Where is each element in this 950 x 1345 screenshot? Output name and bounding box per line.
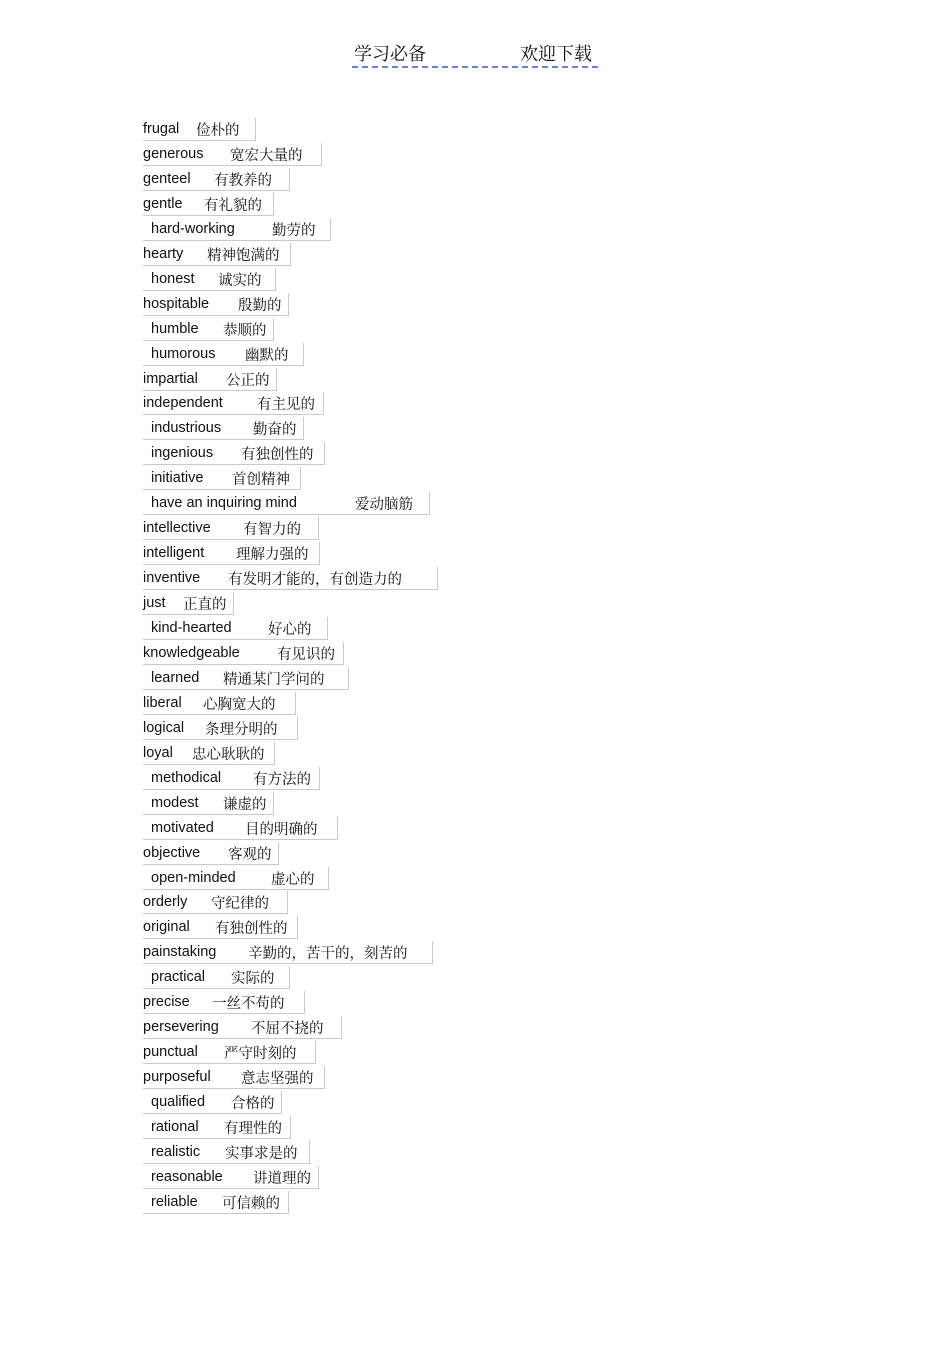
vocab-row: [143, 467, 301, 490]
english-word: humble: [151, 321, 199, 337]
english-word: hospitable: [143, 296, 210, 312]
vocab-row: [143, 243, 291, 266]
chinese-meaning: 讲道理的: [253, 1171, 311, 1187]
chinese-meaning: 可信赖的: [222, 1196, 280, 1212]
english-word: honest: [151, 271, 195, 287]
vocab-row: [143, 218, 331, 241]
english-word: just: [143, 595, 166, 611]
chinese-meaning: 正直的: [183, 597, 227, 613]
chinese-meaning: 勤劳的: [272, 223, 316, 239]
english-word: precise: [143, 994, 190, 1010]
english-word: logical: [143, 720, 185, 736]
vocab-row: [143, 567, 438, 590]
vocab-row: [143, 717, 298, 740]
vocab-row: [143, 268, 276, 291]
header-right-text: 欢迎下载: [520, 44, 592, 65]
english-word: industrious: [151, 420, 222, 436]
english-word: loyal: [143, 745, 173, 761]
chinese-meaning: 谦虚的: [223, 797, 267, 813]
english-word: original: [143, 919, 190, 935]
chinese-meaning: 公正的: [226, 373, 270, 389]
vocab-row: [143, 1041, 316, 1064]
english-word: purposeful: [143, 1069, 211, 1085]
english-word: learned: [151, 670, 200, 686]
vocab-row: [143, 542, 320, 565]
english-word: realistic: [151, 1144, 201, 1160]
chinese-meaning: 有发明才能的，有创造力的: [228, 572, 402, 588]
chinese-meaning: 殷勤的: [238, 298, 282, 314]
english-word: knowledgeable: [143, 645, 240, 661]
chinese-meaning: 有独创性的: [241, 447, 314, 463]
vocab-row: [143, 592, 234, 615]
chinese-meaning: 守纪律的: [211, 896, 269, 912]
chinese-meaning: 幽默的: [245, 348, 289, 364]
chinese-meaning: 虚心的: [271, 872, 315, 888]
chinese-meaning: 有礼貌的: [204, 198, 262, 214]
english-word: reasonable: [151, 1169, 223, 1185]
vocab-row: [143, 966, 290, 989]
header-left-text: 学习必备: [354, 44, 426, 65]
chinese-meaning: 俭朴的: [196, 123, 240, 139]
vocab-row: [143, 343, 304, 366]
chinese-meaning: 合格的: [231, 1096, 275, 1112]
english-word: persevering: [143, 1019, 219, 1035]
vocab-row: [143, 617, 328, 640]
english-word: impartial: [143, 371, 198, 387]
vocab-row: [143, 193, 274, 216]
english-word: have an inquiring mind: [151, 495, 297, 511]
english-word: humorous: [151, 346, 216, 362]
english-word: orderly: [143, 894, 188, 910]
vocab-row: [143, 941, 433, 964]
english-word: modest: [151, 795, 199, 811]
english-word: open-minded: [151, 870, 236, 886]
english-word: practical: [151, 969, 205, 985]
vocab-row: [143, 1091, 282, 1114]
chinese-meaning: 爱动脑筋: [355, 497, 413, 513]
vocab-row: [143, 1066, 325, 1089]
chinese-meaning: 诚实的: [218, 273, 262, 289]
chinese-meaning: 严守时刻的: [224, 1046, 297, 1062]
english-word: methodical: [151, 770, 222, 786]
english-word: liberal: [143, 695, 182, 711]
vocab-row: [143, 692, 296, 715]
vocab-row: [143, 517, 319, 540]
vocab-row: [143, 318, 274, 341]
chinese-meaning: 一丝不苟的: [212, 996, 285, 1012]
english-word: hearty: [143, 246, 184, 262]
chinese-meaning: 有独创性的: [215, 921, 288, 937]
chinese-meaning: 恭顺的: [223, 323, 267, 339]
chinese-meaning: 宽宏大量的: [230, 148, 303, 164]
chinese-meaning: 有主见的: [257, 397, 315, 413]
english-word: inventive: [143, 570, 201, 586]
chinese-meaning: 精通某门学问的: [223, 672, 325, 688]
vocab-row: [143, 891, 288, 914]
english-word: intelligent: [143, 545, 205, 561]
vocab-row: [143, 767, 320, 790]
english-word: intellective: [143, 520, 211, 536]
vocab-row: [143, 118, 256, 141]
english-word: hard-working: [151, 221, 235, 237]
english-word: painstaking: [143, 944, 217, 960]
english-word: reliable: [151, 1194, 198, 1210]
english-word: qualified: [151, 1094, 206, 1110]
vocab-row: [143, 1141, 310, 1164]
vocab-row: [143, 916, 298, 939]
english-word: initiative: [151, 470, 204, 486]
vocab-row: [143, 792, 274, 815]
english-word: frugal: [143, 121, 180, 137]
chinese-meaning: 理解力强的: [236, 547, 309, 563]
page-header: [352, 40, 598, 68]
chinese-meaning: 首创精神: [232, 472, 290, 488]
english-word: objective: [143, 845, 201, 861]
vocab-row: [143, 1191, 289, 1214]
chinese-meaning: 心胸宽大的: [203, 697, 276, 713]
chinese-meaning: 有方法的: [253, 772, 311, 788]
vocab-row: [143, 368, 277, 391]
english-word: ingenious: [151, 445, 214, 461]
vocab-row: [143, 143, 322, 166]
vocab-row: [143, 492, 430, 515]
chinese-meaning: 精神饱满的: [207, 248, 280, 264]
english-word: gentle: [143, 196, 183, 212]
chinese-meaning: 辛勤的，苦干的，刻苦的: [248, 946, 408, 962]
vocab-row: [143, 742, 275, 765]
chinese-meaning: 不屈不挠的: [251, 1021, 324, 1037]
chinese-meaning: 意志坚强的: [241, 1071, 314, 1087]
vocab-row: [143, 1166, 319, 1189]
vocab-row: [143, 817, 338, 840]
chinese-meaning: 客观的: [228, 847, 272, 863]
english-word: kind-hearted: [151, 620, 232, 636]
chinese-meaning: 实事求是的: [225, 1146, 298, 1162]
english-word: genteel: [143, 171, 191, 187]
english-word: punctual: [143, 1044, 198, 1060]
vocab-row: [143, 842, 279, 865]
vocab-row: [143, 991, 305, 1014]
chinese-meaning: 实际的: [231, 971, 275, 987]
english-word: generous: [143, 146, 204, 162]
chinese-meaning: 有理性的: [224, 1121, 282, 1137]
vocab-row: [143, 293, 289, 316]
chinese-meaning: 目的明确的: [245, 822, 318, 838]
english-word: motivated: [151, 820, 214, 836]
vocab-row: [143, 1116, 291, 1139]
vocab-row: [143, 667, 349, 690]
chinese-meaning: 有见识的: [277, 647, 335, 663]
vocab-row: [143, 417, 304, 440]
vocab-row: [143, 168, 290, 191]
vocab-row: [143, 442, 325, 465]
chinese-meaning: 好心的: [268, 622, 312, 638]
english-word: rational: [151, 1119, 199, 1135]
chinese-meaning: 勤奋的: [253, 422, 297, 438]
vocab-row: [143, 642, 344, 665]
vocab-row: [143, 392, 324, 415]
chinese-meaning: 忠心耿耿的: [192, 747, 265, 763]
chinese-meaning: 条理分明的: [205, 722, 278, 738]
vocab-row: [143, 1016, 342, 1039]
english-word: independent: [143, 395, 223, 411]
vocab-row: [143, 867, 329, 890]
chinese-meaning: 有智力的: [243, 522, 301, 538]
chinese-meaning: 有教养的: [214, 173, 272, 189]
